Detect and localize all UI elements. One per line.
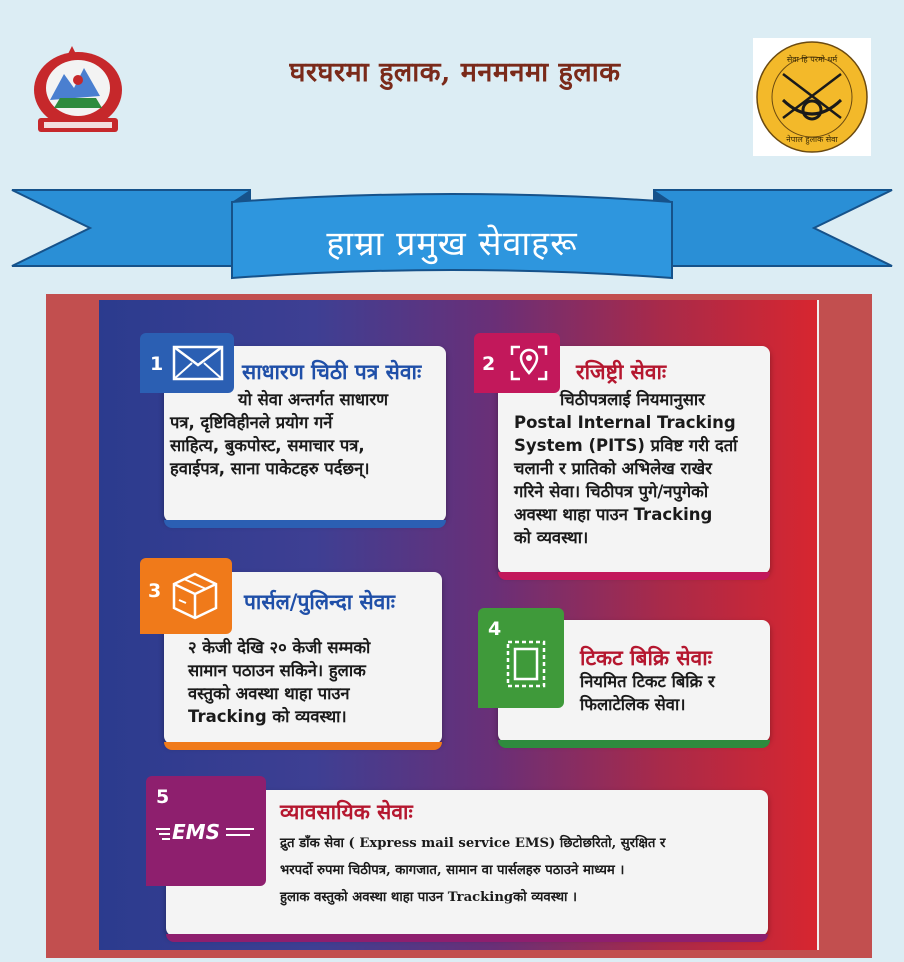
description-line: सामान पठाउन सकिने। हुलाक [188,661,366,680]
service-badge-2 [474,333,560,393]
service-number: 5 [156,786,170,808]
service-description [188,636,438,728]
speed-lines-icon [156,826,172,842]
description-line: यो सेवा अन्तर्गत साधारण [238,390,388,409]
service-badge-1 [140,333,234,393]
service-number: 1 [150,353,164,375]
description-line: फिलाटेलिक सेवा। [580,695,686,714]
description-line: अवस्था थाहा पाउन Tracking [514,505,713,524]
postage-stamp-icon [504,638,548,690]
service-description [580,670,760,716]
post-logo-top-text: सेवा हि परमो धर्म [786,55,838,64]
service-description [280,830,760,911]
service-description [514,388,752,549]
description-line: हवाईपत्र, साना पाकेटहरु पर्दछन्। [170,459,370,478]
ribbon-title: हाम्रा प्रमुख सेवाहरू [326,224,578,264]
service-number: 2 [482,353,496,375]
description-line: System (PITS) प्रविष्ट गरी दर्ता [514,436,738,455]
card-stripe [166,934,768,942]
service-number: 4 [488,618,502,640]
description-line: चिठीपत्रलाई नियमानुसार [560,390,705,409]
service-number: 3 [148,580,162,602]
description-line: नियमित टिकट बिक्रि र [580,672,715,691]
service-title: टिकट बिक्रि सेवाः [580,646,712,670]
service-title: व्यावसायिक सेवाः [280,800,413,824]
card-stripe [498,740,770,748]
description-line: Tracking को व्यवस्था। [188,707,347,726]
location-pin-icon [508,343,550,383]
nepal-post-logo-icon [753,38,871,156]
panel-divider [817,300,819,950]
card-stripe [164,520,446,528]
description-line: द्रुत डाँक सेवा ( Express mail service EMS) छिटोछरितो, सुरक्षित र [280,836,666,851]
description-line: को व्यवस्था। [514,528,589,547]
nepal-emblem-icon [24,44,132,140]
description-line: गरिने सेवा। चिठीपत्र पुगे/नपुगेको [514,482,709,501]
service-badge-3 [140,558,232,634]
service-title: रजिष्ट्री सेवाः [576,360,667,384]
description-line: वस्तुको अवस्था थाहा पाउन [188,684,350,703]
page-tagline: घरघरमा हुलाक, मनमनमा हुलाक [289,57,621,88]
description-line: भरपर्दो रुपमा चिठीपत्र, कागजात, सामान वा पार्सलहरु पठाउने माध्यम । [280,863,625,878]
service-badge-5 [146,776,266,886]
post-logo-bottom-text: नेपाल हुलाक सेवा [786,135,838,144]
description-line: साहित्य, बुकपोस्ट, समाचार पत्र, [170,436,365,455]
ems-logo-icon [156,820,260,846]
description-line: पत्र, दृष्टिविहीनले प्रयोग गर्ने [170,413,333,432]
service-title: पार्सल/पुलिन्दा सेवाः [244,590,396,614]
envelope-icon [172,345,224,381]
speed-lines-icon [226,826,256,842]
description-line: हुलाक वस्तुको अवस्था थाहा पाउन Trackingको व्यवस्था । [280,890,578,905]
service-description [170,388,436,480]
parcel-box-icon [170,570,220,620]
card-stripe [164,742,442,750]
service-title: साधारण चिठी पत्र सेवाः [242,360,422,384]
description-line: Postal Internal Tracking [514,413,736,432]
card-stripe [498,572,770,580]
service-badge-4 [478,608,564,708]
description-line: २ केजी देखि २० केजी सम्मको [188,638,371,657]
ems-logo-text: EMS [172,820,220,844]
description-line: चलानी र प्रातिको अभिलेख राखेर [514,459,712,478]
